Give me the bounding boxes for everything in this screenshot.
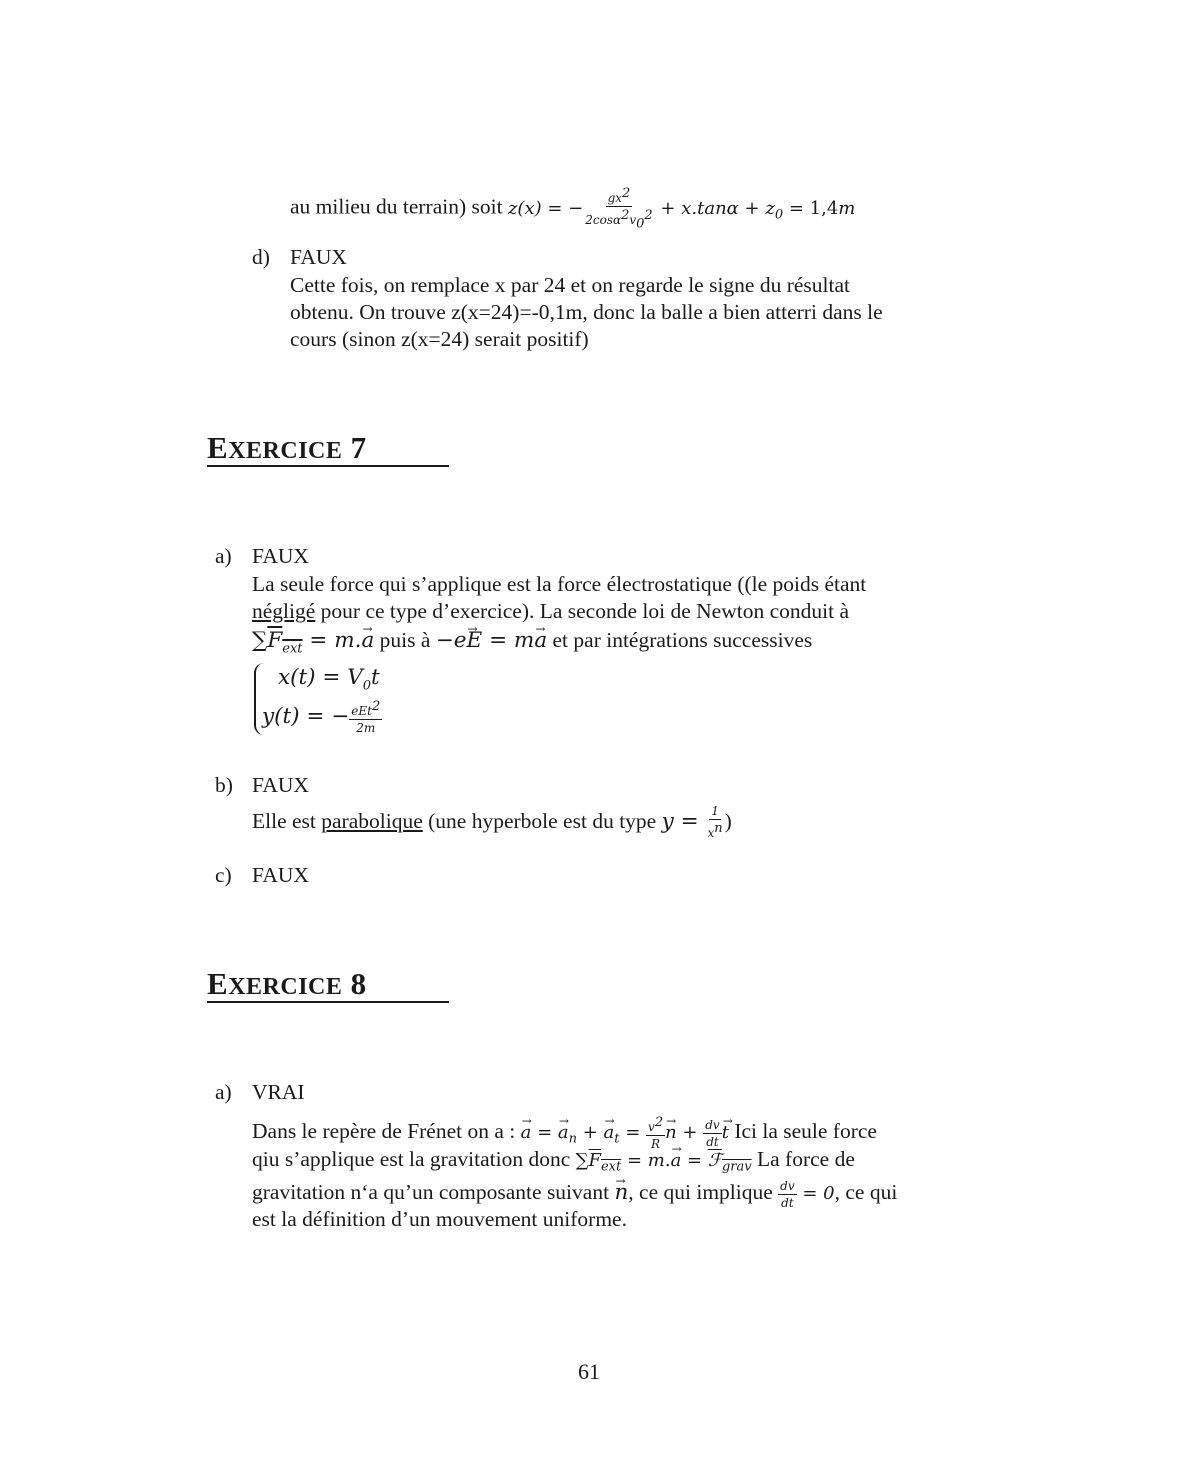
underlined-word: parabolique [321, 809, 423, 833]
line-mid: , ce qui implique [628, 1180, 779, 1204]
normal-vector: → n [614, 1179, 628, 1207]
force-equation: −e→ E = m→ a [436, 628, 547, 653]
underlined-word: négligé [252, 599, 316, 623]
ex7-item-a-line-1: La seule force qui s’applique est la force électrostatique ((le poids étant [252, 572, 867, 596]
ex7-item-a-line-3 [252, 626, 812, 663]
heading-underline [207, 1001, 449, 1003]
gravitation-equation: $\sum F_{ext} = m.\to a$ = ℱ$_{grav}$ [576, 1150, 752, 1171]
exercise-8-heading [207, 966, 367, 1002]
ex7-item-b-line [252, 805, 732, 839]
line-before: Elle est [252, 809, 322, 833]
equation-line [290, 187, 855, 230]
item-d-answer: FAUX [290, 245, 347, 269]
derivative-equation: $\frac{dv}{dt}$ = 0 [780, 1178, 835, 1210]
line-close: ) [724, 809, 732, 833]
heading-initial: E [207, 430, 229, 465]
heading-number: 8 [350, 966, 367, 1001]
exercise-7-heading [207, 430, 367, 466]
newton-law-equation: $\sum F_{ext} = m.\to a$ [252, 628, 374, 653]
ex8-line-4: est la définition d’un mouvement uniforme. [252, 1207, 627, 1231]
ex7-item-a-answer: FAUX [252, 544, 309, 568]
item-d-line-3: cours (sinon z(x=24) serait positif) [290, 327, 589, 351]
line-before: gravitation n‘a qu’un composante suivant [252, 1180, 615, 1204]
ex8-line-3 [252, 1178, 897, 1209]
line-after: La force de [751, 1147, 855, 1171]
ex7-item-b-answer: FAUX [252, 773, 309, 797]
system-equation-y: y(t) = − $\frac{eEt^2}{2m}$ [262, 699, 381, 735]
heading-rest: XERCICE [228, 974, 343, 1000]
item-d-label: d) [252, 245, 270, 269]
ex7-item-c-label: c) [215, 863, 232, 887]
ex8-item-a-label: a) [215, 1080, 232, 1104]
item-d-line-1: Cette fois, on remplace x par 24 et on regarde le signe du résultat [290, 273, 850, 297]
line-after: , ce qui [834, 1180, 898, 1204]
hyperbola-equation: y = $\frac{1}{x^n}$ [661, 804, 723, 840]
line-before: qiu s’applique est la gravitation donc [252, 1147, 576, 1171]
heading-rest: XERCICE [228, 438, 343, 464]
heading-initial: E [207, 966, 229, 1001]
line-end: et par intégrations successives [547, 628, 813, 652]
ex7-item-c-answer: FAUX [252, 863, 309, 887]
equation-result: 1,4 [809, 197, 839, 219]
ex7-item-a-label: a) [215, 544, 232, 568]
line-after: (une hyperbole est du type [422, 809, 662, 833]
line-after: Ici la seule force [728, 1119, 877, 1143]
system-equation-x: $x(t) = V_0t$ [278, 665, 380, 694]
line-before: Dans le repère de Frénet on a : [252, 1119, 521, 1143]
trajectory-equation: z(x) = − $\frac{gx^2}{2\cos\alpha^2v_0^2}$ + $x.\tan\alpha + z_0 = 1,4m$ [507, 186, 856, 232]
equation-intro-text: au milieu du terrain) soit [290, 194, 503, 219]
ex7-item-b-label: b) [215, 773, 233, 797]
line-rest: pour ce type d’exercice). La seconde loi de Newton conduit à [315, 599, 849, 623]
item-d-line-2: obtenu. On trouve z(x=24)=-0,1m, donc la balle a bien atterri dans le [290, 300, 883, 324]
heading-number: 7 [350, 430, 367, 465]
line-mid: puis à [374, 628, 436, 652]
ex8-line-2 [252, 1145, 855, 1182]
heading-underline [207, 465, 449, 467]
page-number: 61 [578, 1359, 600, 1384]
frenet-equation: → a = → $a_n$ + → $a_t$ = $\frac{v^2}{R}$ → n + $\frac{dv}{dt}$ → t [521, 1122, 729, 1143]
ex7-item-a-line-2 [252, 597, 849, 625]
ex8-item-a-answer: VRAI [252, 1080, 305, 1104]
